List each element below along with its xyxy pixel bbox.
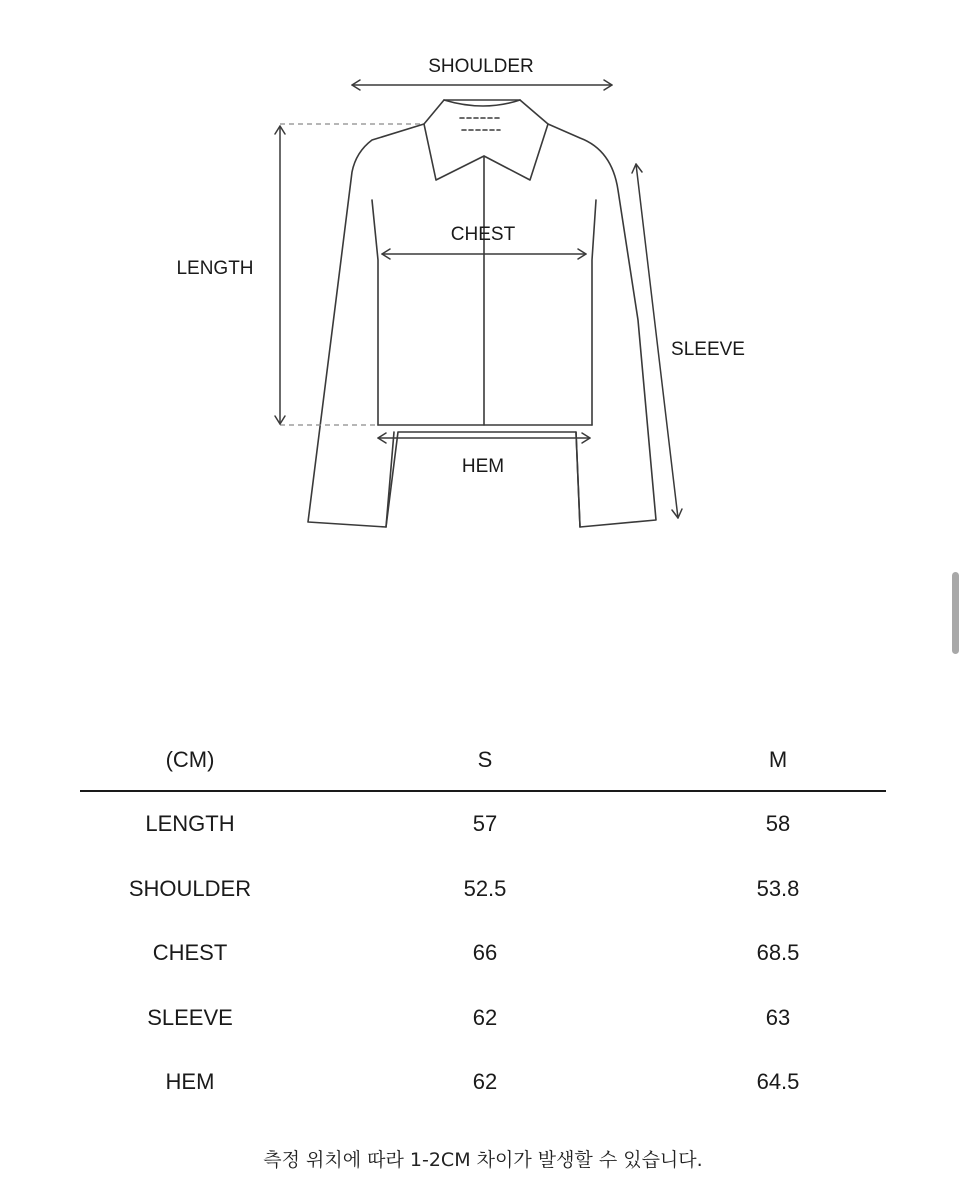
shoulder-arrow	[352, 80, 612, 90]
row-label-length: LENGTH	[145, 811, 235, 837]
row-label-chest: CHEST	[152, 940, 228, 966]
row-label-sleeve: SLEEVE	[147, 1004, 233, 1030]
collar-stand	[444, 100, 520, 106]
value-shoulder-m: 53.8	[756, 875, 800, 901]
measurement-footnote: 측정 위치에 따라 1-2CM 차이가 발생할 수 있습니다.	[263, 1149, 703, 1171]
value-sleeve-s: 62	[472, 1004, 498, 1030]
chest-label: CHEST	[450, 224, 516, 245]
collar-outline	[424, 100, 548, 180]
shoulder-label: SHOULDER	[428, 56, 534, 77]
jacket-measurement-diagram	[0, 0, 966, 560]
size-header-s: S	[300, 730, 670, 791]
table-row	[80, 986, 886, 1051]
table-row	[80, 1050, 886, 1115]
value-hem-s: 62	[472, 1069, 498, 1095]
size-table	[80, 730, 886, 1115]
hem-label: HEM	[461, 456, 505, 477]
value-length-s: 57	[472, 811, 498, 837]
value-length-m: 58	[765, 811, 791, 837]
table-row	[80, 857, 886, 922]
unit-header: (CM)	[80, 730, 300, 791]
value-shoulder-s: 52.5	[463, 875, 507, 901]
size-header-m: M	[670, 730, 886, 791]
sleeve-label: SLEEVE	[671, 339, 745, 360]
value-hem-m: 64.5	[756, 1069, 800, 1095]
length-label: LENGTH	[176, 258, 254, 279]
body-left-seam	[372, 200, 378, 425]
table-row	[80, 791, 886, 857]
value-chest-m: 68.5	[756, 940, 800, 966]
table-row	[80, 921, 886, 986]
value-sleeve-m: 63	[765, 1004, 791, 1030]
row-label-shoulder: SHOULDER	[128, 875, 252, 901]
scrollbar-thumb[interactable]	[952, 572, 959, 654]
row-label-hem: HEM	[165, 1069, 215, 1095]
sleeve-cuff-right	[576, 432, 580, 527]
hem-arrow	[378, 433, 590, 443]
body-right-seam	[592, 200, 596, 425]
length-arrow	[275, 126, 285, 424]
size-table-header-row	[80, 730, 886, 791]
value-chest-s: 66	[472, 940, 498, 966]
